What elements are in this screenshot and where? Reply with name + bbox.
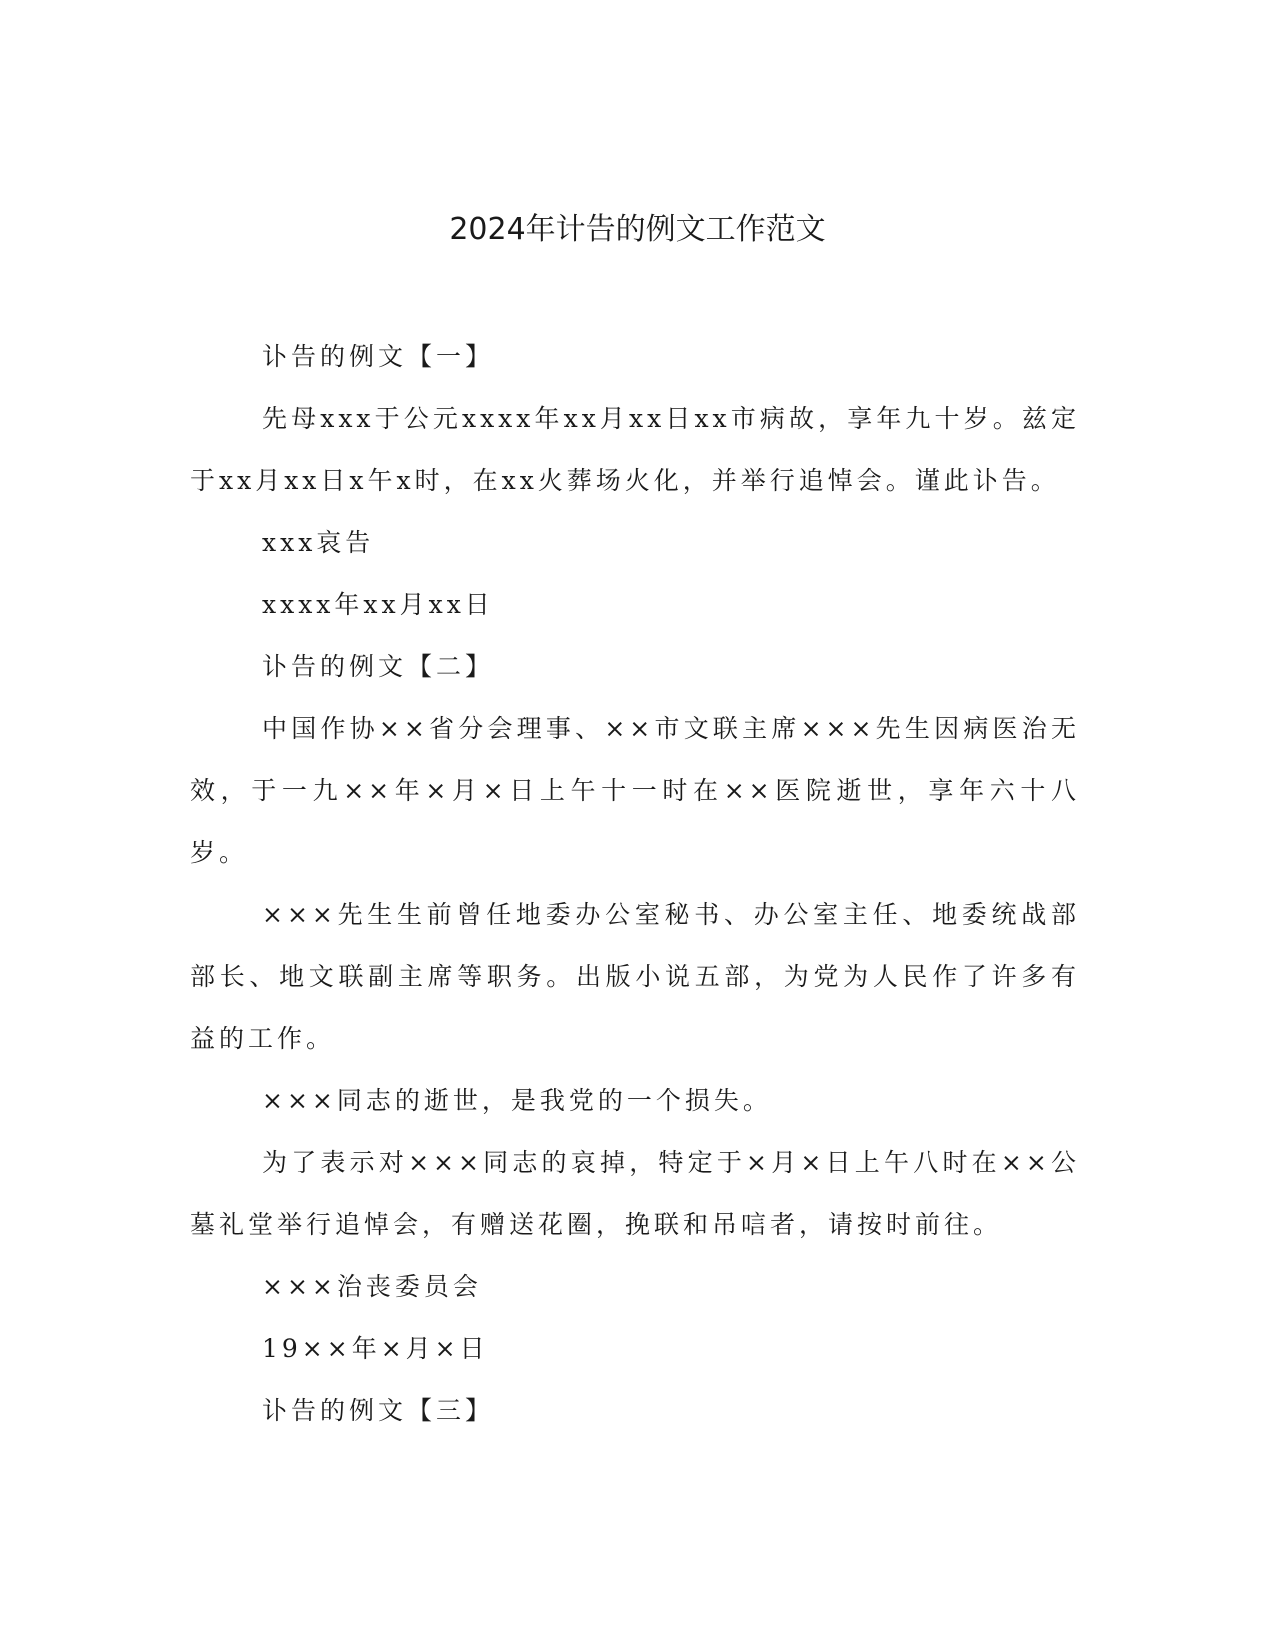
paragraph: 中国作协××省分会理事、××市文联主席×××先生因病医治无效，于一九××年×月×日上午十一时在××医院逝世，享年六十八岁。 — [190, 714, 1080, 867]
document-body — [190, 326, 1080, 1442]
section-heading-2: 讣告的例文【二】 — [262, 652, 495, 681]
section-heading-1: 讣告的例文【一】 — [262, 342, 495, 371]
document-title: 2024年计告的例文工作范文 — [449, 212, 826, 247]
signature-line: ×××治丧委员会 — [262, 1272, 482, 1301]
paragraph: ×××先生生前曾任地委办公室秘书、办公室主任、地委统战部部长、地文联副主席等职务。出版小说五部，为党为人民作了许多有益的工作。 — [190, 900, 1080, 1053]
date-line: 19××年×月×日 — [262, 1334, 489, 1363]
paragraph: 为了表示对×××同志的哀掉，特定于×月×日上午八时在××公墓礼堂举行追悼会，有赠送花圈，挽联和吊唁者，请按时前往。 — [190, 1148, 1080, 1239]
paragraph: 先母xxx于公元xxxx年xx月xx日xx市病故，享年九十岁。兹定于xx月xx日x午x时，在xx火葬场火化，并举行追悼会。谨此讣告。 — [190, 404, 1080, 495]
paragraph: ×××同志的逝世，是我党的一个损失。 — [262, 1086, 772, 1115]
date-line: xxxx年xx月xx日 — [262, 590, 494, 619]
section-heading-3: 讣告的例文【三】 — [262, 1396, 495, 1425]
signature-line: xxx哀告 — [262, 528, 375, 557]
